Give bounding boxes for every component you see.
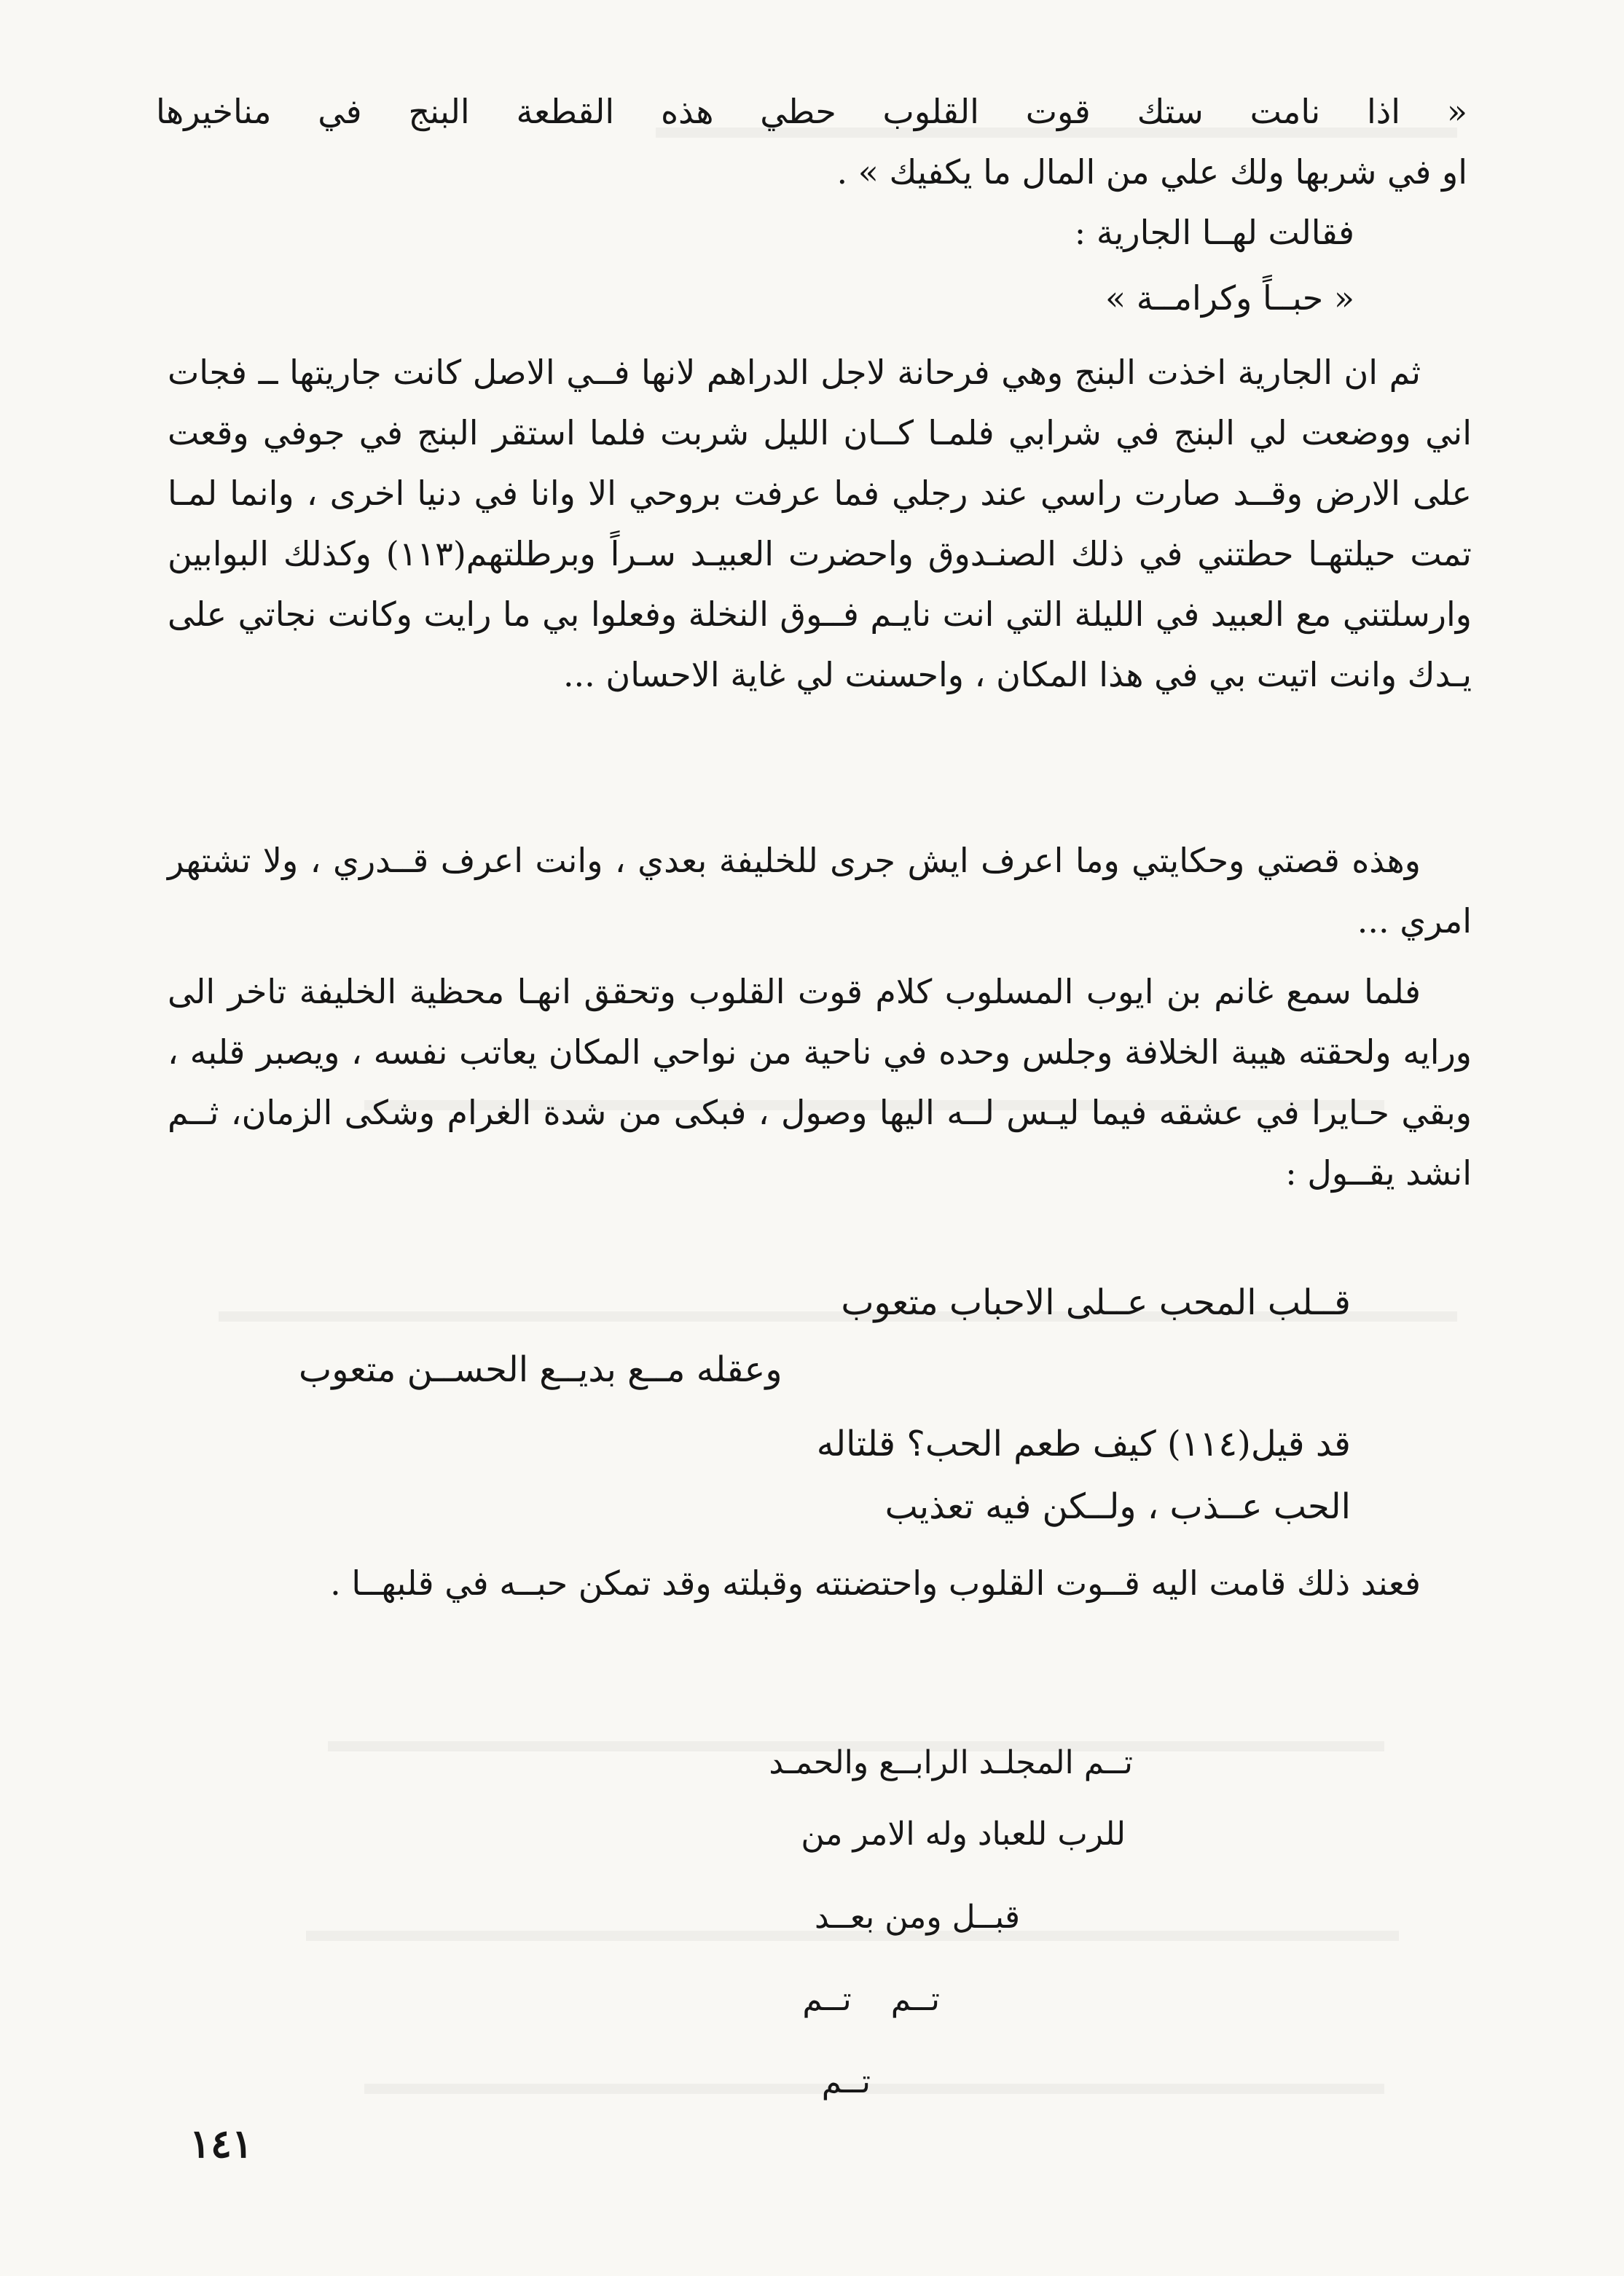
speaker-intro: فقالت لهــا الجارية :	[1074, 213, 1354, 252]
colophon-end-mark: تــم	[821, 2063, 871, 2100]
poem-verse: الحب عــذب ، ولــكن فيه تعذيب	[884, 1486, 1351, 1527]
story-paragraph: فلما سمع غانم بن ايوب المسلوب كلام قوت القلوب وتحقق انهـا محظية الخليفة تاخر الى ورايه ولحقته هيبة الخلافة وجلس وحده في ناحية من نواحي المكان يعاتب نفسه ، ويصبر قلبه ، وبقي حـايرا في عشقه فيما ليـس لــه اليها وصول ، فبكى من شدة الغرام وشكى الزمان، ثــم انشد يقــول :	[168, 972, 1472, 1193]
poem-verse: قــلب المحب عــلى الاحباب متعوب	[841, 1282, 1351, 1323]
colophon-line: تــم المجلـد الرابــع والحمـد	[769, 1744, 1133, 1781]
opening-quote-line-2: او في شربها ولك علي من المال ما يكفيك » .	[836, 152, 1467, 192]
maid-reply: « حبــاً وكرامــة »	[1105, 278, 1354, 318]
opening-quote-line-1: « اذا نامت ستك قوت القلوب حطي هذه القطعة البنج في مناخيرها	[156, 92, 1467, 131]
poem-verse: قد قيل(١١٤) كيف طعم الحب؟ قلتاله	[816, 1424, 1351, 1464]
closing-paragraph: فعند ذلك قامت اليه قــوت القلوب واحتضنته وقبلته وقد تمكن حبــه في قلبهــا .	[330, 1563, 1421, 1603]
poem-verse: وعقله مــع بديــع الحســن متعوب	[299, 1349, 782, 1390]
page-number: ١٤١	[189, 2120, 254, 2167]
colophon-line: للرب للعباد وله الامر من	[801, 1816, 1126, 1853]
story-paragraph: وهذه قصتي وحكايتي وما اعرف ايش جرى للخليفة بعدي ، وانت اعرف قــدري ، ولا تشتهر امري ...	[168, 841, 1472, 941]
colophon-line: قبــل ومن بعــد	[814, 1899, 1020, 1936]
colophon-end-marks: تــم تــم	[802, 1981, 940, 2018]
story-paragraph: ثم ان الجارية اخذت البنج وهي فرحانة لاجل الدراهم لانها فــي الاصل كانت جاريتها ــ فجات اني ووضعت لي البنج في شرابي فلمـا كــان الليل شربت فلما استقر البنج في جوفي وقعت على الارض وقــد صارت راسي عند رجلي فما عرفت بروحي الا وانا في دنيا اخرى ، وانما لمـا تمت حيلتهـا حطتني في ذلك الصنـدوق واحضرت العبيـد سـراً وبرطلتهم(١١٣) وكذلك البوابين وارسلتني مع العبيد في الليلة التي انت نايـم فــوق النخلة وفعلوا بي ما رايت وكانت نجاتي على يـدك وانت اتيت بي في هذا المكان ، واحسنت لي غاية الاحسان ...	[168, 353, 1472, 694]
